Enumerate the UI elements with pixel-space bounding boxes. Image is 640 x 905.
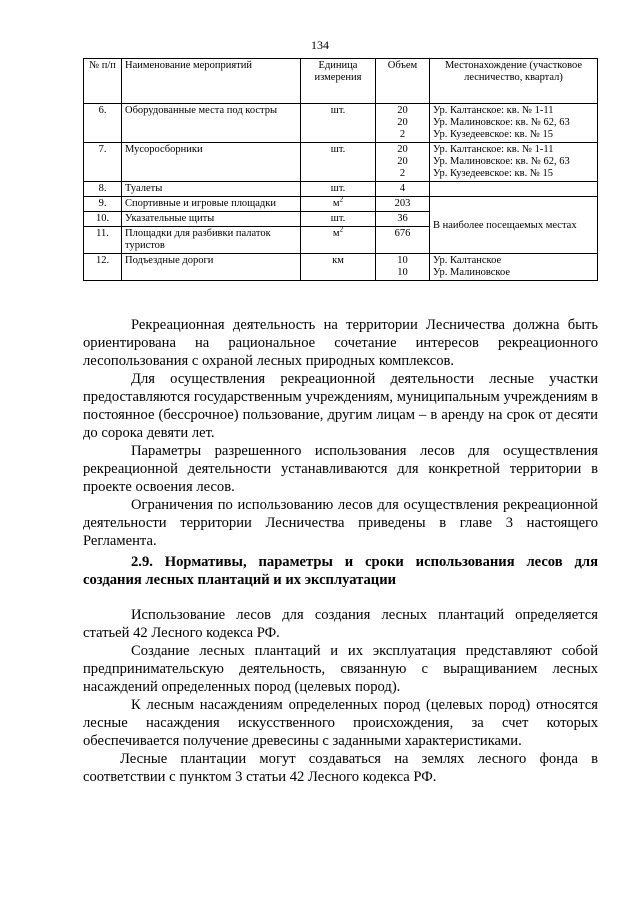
row-name: Спортивные и игровые площадки [122, 197, 301, 212]
paragraph: Ограничения по использованию лесов для осуществления рекреационной деятельности территории Лесничества приведены в главе 3 настоящего Регламента. [83, 497, 598, 549]
row-volume: 36 [376, 212, 430, 227]
row-num: 6. [84, 104, 122, 143]
paragraph: Использование лесов для создания лесных плантаций определяется статьей 42 Лесного кодекса РФ. [83, 607, 598, 641]
row-num: 8. [84, 182, 122, 197]
row-unit: шт. [301, 104, 376, 143]
paragraph: Создание лесных плантаций и их эксплуатация представляют собой предпринимательскую деятельность, связанную с выращиванием лесных насаждений определенных пород (целевых пород). [83, 643, 598, 695]
row-location: Ур. Калтанское: кв. № 1-11 Ур. Малиновское: кв. № 62, 63 Ур. Кузедеевское: кв. № 15 [430, 104, 598, 143]
recreation-measures-table [83, 58, 598, 281]
paragraph: Рекреационная деятельность на территории Лесничества должна быть ориентирована на рациональное сочетание интересов рекреационного лесопользования с охраной лесных природных комплексов. [83, 317, 598, 369]
row-num: 7. [84, 143, 122, 182]
row-unit: шт. [301, 182, 376, 197]
row-name: Подъездные дороги [122, 254, 301, 281]
table-row [84, 182, 598, 197]
row-location: Ур. Калтанское Ур. Малиновское [430, 254, 598, 281]
table-row [84, 254, 598, 281]
row-unit: $м^2$ [301, 197, 376, 212]
row-num: 11. [84, 227, 122, 254]
recreation-text-block [83, 316, 598, 550]
paragraph: Для осуществления рекреационной деятельности лесные участки предоставляются государственным учреждениям, муниципальным учреждениям в постоянное (бессрочное) пользование, другим лицам – в аренду на срок от десяти до сорока девяти лет. [83, 371, 598, 441]
section-heading: 2.9. Нормативы, параметры и сроки использования лесов для создания лесных плантаций и их эксплуатации [83, 554, 598, 588]
table-header-row [84, 59, 598, 104]
row-unit: шт. [301, 143, 376, 182]
row-volume: 20 20 2 [376, 104, 430, 143]
header-unit: Единица измерения [301, 59, 376, 104]
row-location: Ур. Калтанское: кв. № 1-11 Ур. Малиновское: кв. № 62, 63 Ур. Кузедеевское: кв. № 15 [430, 143, 598, 182]
plantation-text-block [83, 606, 598, 786]
header-num: № п/п [84, 59, 122, 104]
header-name: Наименование мероприятий [122, 59, 301, 104]
table-row [84, 104, 598, 143]
row-location [430, 182, 598, 197]
row-unit: шт. [301, 212, 376, 227]
row-volume: 203 [376, 197, 430, 212]
row-unit: $м^2$ [301, 227, 376, 254]
row-name: Мусоросборники [122, 143, 301, 182]
paragraph: Параметры разрешенного использования лесов для осуществления рекреационной деятельности устанавливаются для конкретной территории в проекте освоения лесов. [83, 443, 598, 495]
row-num: 12. [84, 254, 122, 281]
row-name: Указательные щиты [122, 212, 301, 227]
row-num: 10. [84, 212, 122, 227]
row-name: Туалеты [122, 182, 301, 197]
row-unit: км [301, 254, 376, 281]
header-volume: Объем [376, 59, 430, 104]
page-number: 134 [311, 38, 329, 52]
table-row [84, 197, 598, 212]
header-location: Местонахождение (участковое лесничество, квартал) [430, 59, 598, 104]
paragraph: К лесным насаждениям определенных пород (целевых пород) относятся лесные насаждения искусственного происхождения, за счет которых обеспечивается получение древесины с заданными характеристиками. [83, 697, 598, 749]
row-volume: 10 10 [376, 254, 430, 281]
row-volume: 4 [376, 182, 430, 197]
table-row [84, 143, 598, 182]
row-name: Площадки для разбивки палаток туристов [122, 227, 301, 254]
row-volume: 20 20 2 [376, 143, 430, 182]
row-num: 9. [84, 197, 122, 212]
merged-location-cell: В наиболее посещаемых местах [430, 197, 598, 254]
paragraph: Лесные плантации могут создаваться на землях лесного фонда в соответствии с пунктом 3 статьи 42 Лесного кодекса РФ. [83, 751, 598, 785]
row-volume: 676 [376, 227, 430, 254]
row-name: Оборудованные места под костры [122, 104, 301, 143]
